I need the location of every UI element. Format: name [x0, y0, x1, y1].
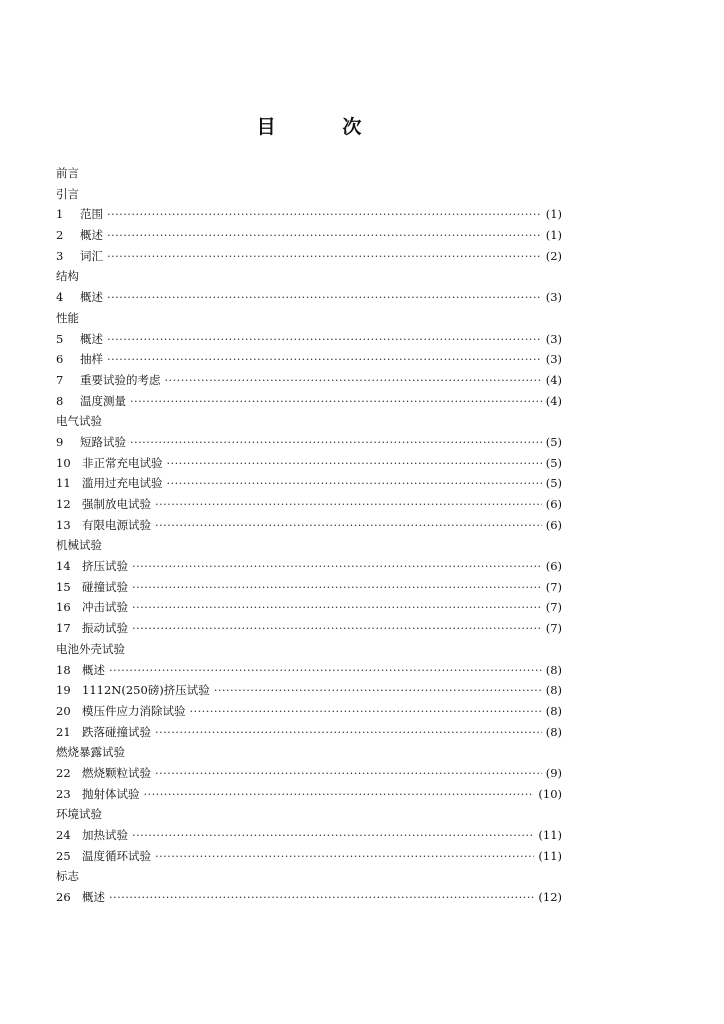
toc-entry-title: 抛射体试验	[82, 786, 140, 801]
dot-leader	[144, 784, 535, 805]
dot-leader	[107, 225, 542, 246]
toc-entry-number: 1	[56, 207, 64, 222]
toc-entry-title: 范围	[80, 207, 103, 222]
toc-entry-title: 碰撞试验	[82, 579, 128, 594]
dot-leader	[107, 204, 542, 225]
toc-entry-page-number: (6)	[545, 497, 562, 511]
toc-entry	[56, 391, 562, 412]
toc-entry-page-number: (9)	[545, 765, 562, 780]
toc-entry-page-number: (10)	[538, 786, 562, 801]
toc-entry	[56, 618, 562, 639]
toc-entry-number: 19	[56, 683, 71, 698]
toc-entry-number: 14	[56, 559, 71, 574]
toc-entry-title: 强制放电试验	[82, 497, 151, 511]
toc-entry	[56, 763, 562, 784]
dot-leader	[132, 556, 542, 577]
title-char-left: 目	[256, 116, 278, 138]
toc-entry-title: 概述	[80, 290, 103, 305]
toc-entry	[56, 329, 562, 350]
toc-section-heading: 性能	[56, 310, 79, 325]
dot-leader	[109, 887, 534, 908]
toc-entry	[56, 473, 562, 494]
toc-entry-title: 重要试验的考虑	[80, 372, 161, 387]
toc-entry-number: 3	[56, 248, 64, 263]
dot-leader	[155, 763, 542, 784]
toc-entry-title: 冲击试验	[82, 600, 128, 615]
page-title	[0, 112, 620, 139]
toc-entry-page-number: (6)	[545, 517, 562, 532]
dot-leader	[214, 680, 542, 701]
toc-entry-number: 2	[56, 228, 64, 243]
toc-entry-page-number: (3)	[545, 290, 562, 305]
toc-section-heading: 引言	[56, 186, 79, 201]
toc-entry	[56, 432, 562, 453]
dot-leader	[155, 846, 534, 867]
toc-entry	[56, 701, 562, 722]
dot-leader	[130, 432, 542, 453]
toc-entry-title: 短路试验	[80, 434, 126, 449]
toc-entry	[56, 453, 562, 474]
toc-entry-title: 温度测量	[80, 393, 126, 408]
dot-leader	[190, 701, 542, 722]
toc-entry-number: 23	[56, 786, 71, 801]
toc-entry	[56, 722, 562, 743]
toc-entry	[56, 577, 562, 598]
toc-entry-title: 概述	[80, 331, 103, 346]
toc-entry	[56, 660, 562, 681]
dot-leader	[132, 577, 542, 598]
table-of-contents	[56, 163, 562, 908]
dot-leader	[130, 391, 542, 412]
toc-entry-page-number: (1)	[545, 207, 562, 222]
toc-entry-title: 加热试验	[82, 828, 128, 842]
toc-entry-title: 概述	[82, 890, 105, 905]
toc-entry	[56, 515, 562, 536]
toc-entry-page-number: (3)	[545, 352, 562, 367]
toc-section-heading: 标志	[56, 869, 79, 884]
toc-entry-number: 6	[56, 352, 64, 367]
toc-entry-number: 17	[56, 621, 71, 636]
toc-entry-page-number: (8)	[545, 703, 562, 718]
toc-entry-page-number: (6)	[545, 559, 562, 574]
title-char-right: 次	[342, 116, 364, 138]
toc-entry-title: 概述	[82, 662, 105, 677]
toc-entry-number: 16	[56, 600, 71, 615]
dot-leader	[155, 722, 542, 743]
toc-entry	[56, 349, 562, 370]
toc-entry-title: 抽样	[80, 352, 103, 367]
toc-entry	[56, 225, 562, 246]
dot-leader	[107, 329, 542, 350]
toc-entry-number: 21	[56, 724, 71, 739]
toc-entry-page-number: (3)	[545, 331, 562, 346]
toc-entry-number: 24	[56, 828, 71, 842]
toc-entry-number: 10	[56, 455, 71, 470]
toc-entry-page-number: (8)	[545, 724, 562, 739]
toc-entry	[56, 846, 562, 867]
toc-entry	[56, 287, 562, 308]
toc-section-heading: 前言	[56, 166, 79, 180]
toc-entry-number: 20	[56, 703, 71, 718]
toc-entry	[56, 494, 562, 515]
toc-entry-page-number: (2)	[545, 248, 562, 263]
toc-entry-number: 18	[56, 662, 71, 677]
toc-entry-title: 挤压试验	[82, 559, 128, 574]
dot-leader	[132, 597, 542, 618]
toc-entry-page-number: (5)	[545, 476, 562, 491]
toc-entry-page-number: (7)	[545, 600, 562, 615]
toc-entry-title: 滥用过充电试验	[82, 476, 163, 491]
toc-entry-page-number: (8)	[545, 683, 562, 698]
toc-entry-page-number: (7)	[545, 621, 562, 636]
dot-leader	[167, 473, 542, 494]
dot-leader	[107, 349, 542, 370]
dot-leader	[155, 515, 542, 536]
dot-leader	[155, 494, 542, 515]
toc-section-heading: 燃烧暴露试验	[56, 745, 125, 760]
toc-entry-number: 22	[56, 765, 71, 780]
toc-entry-title: 非正常充电试验	[82, 455, 163, 470]
toc-entry-title: 有限电源试验	[82, 517, 151, 532]
dot-leader	[109, 660, 542, 681]
toc-section-heading: 电气试验	[56, 414, 102, 429]
toc-entry-title: 1112N(250磅)挤压试验	[82, 683, 210, 698]
toc-entry-number: 4	[56, 290, 64, 305]
toc-entry-number: 5	[56, 331, 64, 346]
toc-entry-title: 温度循环试验	[82, 848, 151, 863]
toc-entry-page-number: (1)	[545, 228, 562, 243]
toc-entry-page-number: (5)	[545, 434, 562, 449]
dot-leader	[165, 370, 542, 391]
dot-leader	[107, 287, 542, 308]
toc-entry-page-number: (5)	[545, 455, 562, 470]
toc-entry-title: 跌落碰撞试验	[82, 724, 151, 739]
toc-entry-number: 7	[56, 372, 64, 387]
dot-leader	[107, 246, 542, 267]
toc-entry-title: 词汇	[80, 248, 103, 263]
toc-entry-title: 模压件应力消除试验	[82, 703, 186, 718]
toc-entry-number: 25	[56, 848, 71, 863]
toc-entry-number: 26	[56, 890, 71, 905]
toc-entry	[56, 825, 562, 846]
toc-entry-title: 振动试验	[82, 621, 128, 636]
toc-entry-title: 概述	[80, 228, 103, 243]
toc-entry	[56, 370, 562, 391]
toc-entry-number: 9	[56, 434, 64, 449]
toc-entry-page-number: (11)	[538, 848, 562, 863]
toc-section-heading: 结构	[56, 269, 79, 284]
toc-entry	[56, 887, 562, 908]
toc-entry-page-number: (8)	[545, 662, 562, 677]
toc-entry-number: 8	[56, 393, 64, 408]
toc-entry-number: 15	[56, 579, 71, 594]
toc-entry-page-number: (11)	[538, 828, 562, 842]
toc-entry	[56, 597, 562, 618]
dot-leader	[167, 453, 542, 474]
toc-entry-number: 11	[56, 476, 71, 491]
toc-entry	[56, 556, 562, 577]
toc-entry-page-number: (4)	[545, 372, 562, 387]
toc-entry-number: 12	[56, 497, 71, 511]
toc-entry-page-number: (4)	[545, 393, 562, 408]
toc-section-heading: 环境试验	[56, 807, 102, 822]
toc-entry	[56, 784, 562, 805]
dot-leader	[132, 825, 534, 846]
toc-entry	[56, 680, 562, 701]
toc-section-heading: 电池外壳试验	[56, 641, 125, 656]
toc-entry-page-number: (7)	[545, 579, 562, 594]
toc-entry-number: 13	[56, 517, 71, 532]
toc-entry	[56, 246, 562, 267]
toc-section-heading: 机械试验	[56, 538, 102, 553]
toc-entry	[56, 204, 562, 225]
dot-leader	[132, 618, 542, 639]
toc-entry-page-number: (12)	[538, 890, 562, 905]
toc-entry-title: 燃烧颗粒试验	[82, 765, 151, 780]
